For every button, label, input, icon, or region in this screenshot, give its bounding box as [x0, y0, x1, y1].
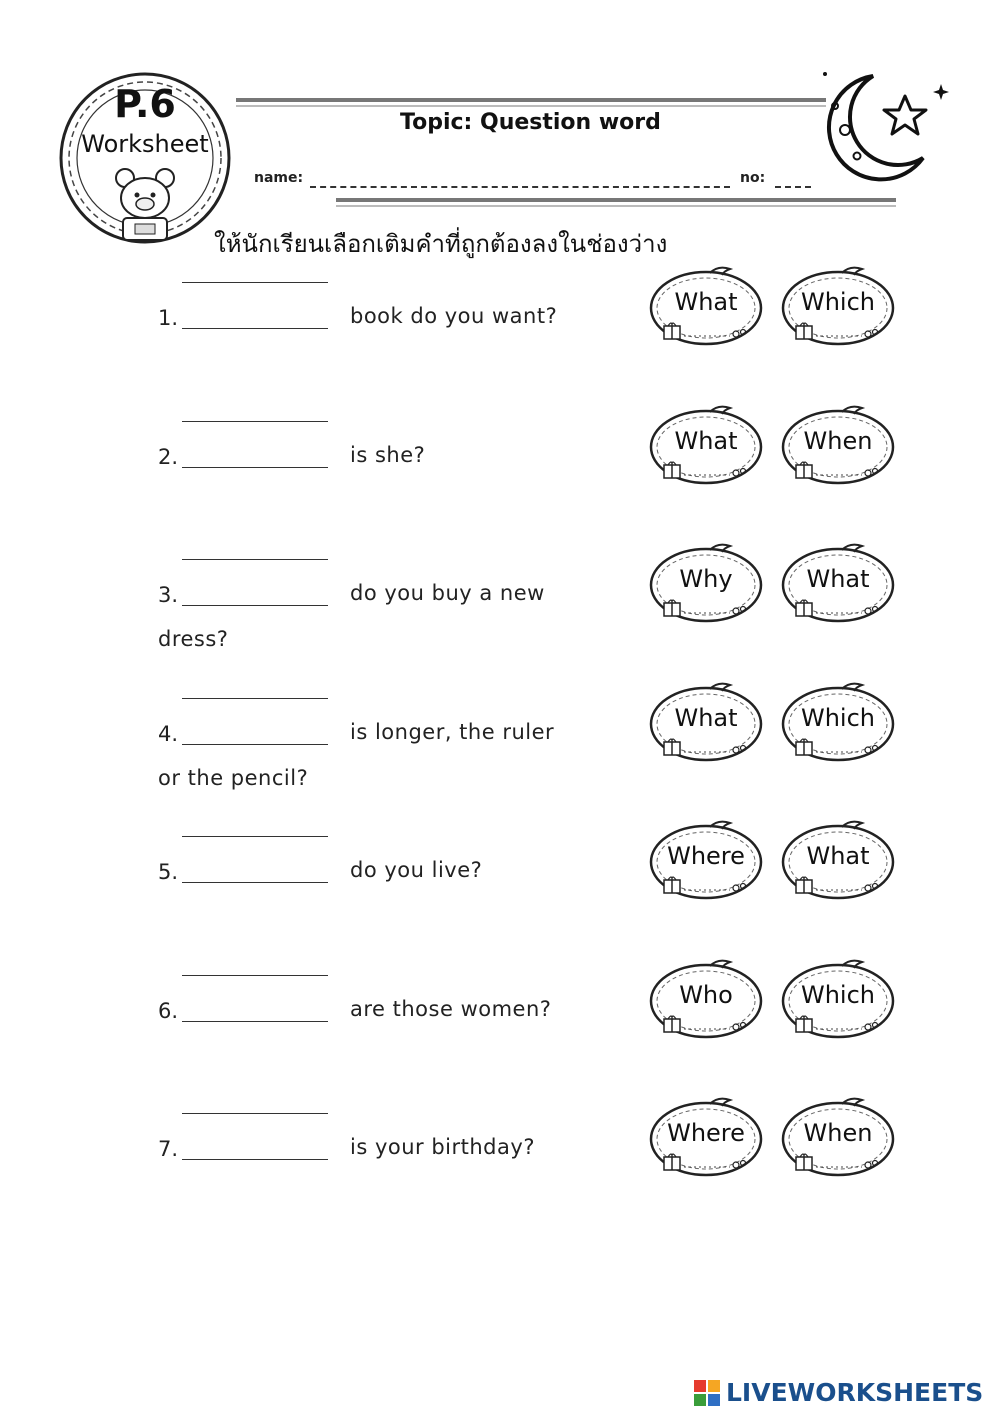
gift-icon — [664, 600, 680, 616]
question-number: 3. — [158, 583, 179, 607]
name-field[interactable] — [310, 186, 730, 188]
name-label: name: — [254, 170, 304, 186]
answer-blank[interactable] — [182, 1021, 328, 1022]
answer-blank[interactable] — [182, 1159, 328, 1160]
answer-option-7-when[interactable] — [780, 1095, 896, 1179]
answer-line-top — [182, 1113, 328, 1114]
gift-icon — [664, 462, 680, 478]
answer-blank[interactable] — [182, 882, 328, 883]
gift-icon — [796, 877, 812, 893]
answer-option-label: Why — [679, 565, 733, 593]
answer-blank[interactable] — [182, 744, 328, 745]
question-number: 1. — [158, 306, 179, 330]
question-number: 4. — [158, 722, 179, 746]
number-label: no: — [740, 170, 766, 186]
gift-icon — [796, 1016, 812, 1032]
answer-line-top — [182, 421, 328, 422]
gift-icon — [664, 323, 680, 339]
answer-option-5-where[interactable] — [648, 818, 764, 902]
gift-icon — [664, 1154, 680, 1170]
answer-option-6-which[interactable] — [780, 957, 896, 1041]
answer-option-label: Which — [800, 704, 875, 732]
question-number: 5. — [158, 860, 179, 884]
question-text: is longer, the ruler — [350, 720, 555, 744]
liveworksheets-logo-icon — [694, 1380, 720, 1406]
question-text-continued: dress? — [158, 627, 229, 651]
answer-option-4-which[interactable] — [780, 680, 896, 764]
question-text: do you live? — [350, 858, 483, 882]
gift-icon — [796, 1154, 812, 1170]
instruction-text: ให้นักเรียนเลือกเติมคำที่ถูกต้องลงในช่องว่าง — [214, 230, 668, 258]
question-text-continued: or the pencil? — [158, 766, 309, 790]
answer-line-top — [182, 975, 328, 976]
answer-option-2-when[interactable] — [780, 403, 896, 487]
question-text: are those women? — [350, 997, 552, 1021]
question-text: book do you want? — [350, 304, 558, 328]
answer-line-top — [182, 698, 328, 699]
question-text: is she? — [350, 443, 426, 467]
question-text: do you buy a new — [350, 581, 545, 605]
answer-line-top — [182, 559, 328, 560]
answer-option-label: What — [674, 288, 738, 316]
answer-blank[interactable] — [182, 328, 328, 329]
gift-icon — [796, 323, 812, 339]
answer-blank[interactable] — [182, 605, 328, 606]
answer-option-label: What — [674, 704, 738, 732]
answer-option-3-what[interactable] — [780, 541, 896, 625]
answer-option-label: Where — [667, 1119, 745, 1147]
answer-blank[interactable] — [182, 467, 328, 468]
answer-option-3-why[interactable] — [648, 541, 764, 625]
answer-option-7-where[interactable] — [648, 1095, 764, 1179]
answer-option-label: Which — [800, 981, 875, 1009]
answer-option-label: When — [803, 427, 873, 455]
badge-label: Worksheet — [81, 130, 209, 158]
answer-line-top — [182, 836, 328, 837]
question-number: 7. — [158, 1137, 179, 1161]
answer-option-label: When — [803, 1119, 873, 1147]
answer-option-label: What — [674, 427, 738, 455]
answer-option-label: Where — [667, 842, 745, 870]
answer-line-top — [182, 282, 328, 283]
topic-title: Topic: Question word — [400, 110, 661, 135]
brand-name: LIVEWORKSHEETS — [726, 1378, 984, 1407]
gift-icon — [796, 739, 812, 755]
worksheet-badge — [55, 68, 235, 248]
answer-option-6-who[interactable] — [648, 957, 764, 1041]
question-number: 2. — [158, 445, 179, 469]
answer-option-label: What — [806, 842, 870, 870]
answer-option-label: Who — [679, 981, 733, 1009]
question-number: 6. — [158, 999, 179, 1023]
badge-grade: P.6 — [114, 82, 176, 126]
moon-star-icon — [805, 68, 955, 188]
gift-icon — [796, 462, 812, 478]
answer-option-1-what[interactable] — [648, 264, 764, 348]
question-text: is your birthday? — [350, 1135, 535, 1159]
answer-option-1-which[interactable] — [780, 264, 896, 348]
gift-icon — [796, 600, 812, 616]
answer-option-5-what[interactable] — [780, 818, 896, 902]
gift-icon — [664, 877, 680, 893]
answer-option-2-what[interactable] — [648, 403, 764, 487]
gift-icon — [664, 739, 680, 755]
answer-option-label: What — [806, 565, 870, 593]
answer-option-4-what[interactable] — [648, 680, 764, 764]
gift-icon — [664, 1016, 680, 1032]
answer-option-label: Which — [800, 288, 875, 316]
